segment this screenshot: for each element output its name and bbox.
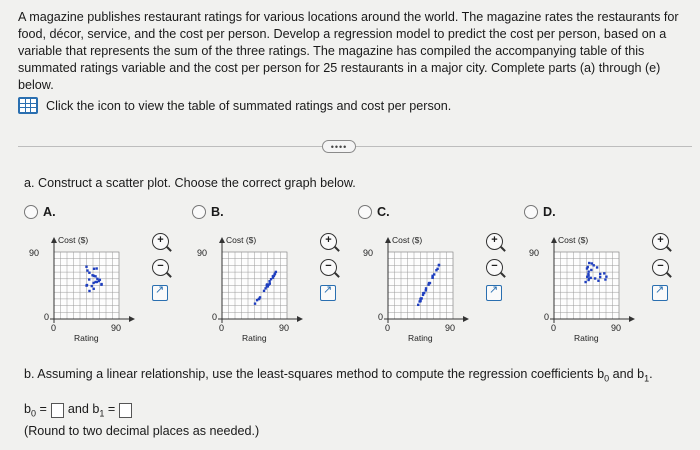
data-point [94, 275, 96, 277]
x-axis-title: Rating [74, 333, 99, 343]
zoom-in-icon[interactable]: + [652, 233, 669, 250]
data-point [589, 277, 591, 279]
data-point [417, 304, 419, 306]
x-axis-arrow-icon [297, 316, 303, 322]
table-grid-icon[interactable] [18, 97, 38, 114]
part-a-prompt: a. Construct a scatter plot. Choose the correct graph below. [24, 176, 356, 190]
data-point [428, 282, 430, 284]
x-axis-arrow-icon [129, 316, 135, 322]
data-point [596, 266, 598, 268]
y-tick-label: 0 [212, 312, 218, 322]
popout-icon[interactable] [320, 285, 336, 301]
data-point [88, 278, 90, 280]
problem-statement: A magazine publishes restaurant ratings for various locations around the world. The magazine rates the restaurants for food, décor, service, and the cost per person. Develop a regression model to predict the cost per person, based on a variable that represents the sum of the three ratings. The magazine has compiled the accompanying table of this summated ratings variable and the cost per person for 25 restaurants in a major city. Complete parts (a) through (e) below. [18, 10, 679, 92]
expand-more-button[interactable]: •••• [322, 140, 356, 153]
data-point [268, 280, 270, 282]
option-letter[interactable]: B. [211, 205, 224, 219]
x-tick-label: 90 [111, 323, 122, 333]
data-point [587, 279, 589, 281]
data-point [92, 288, 94, 290]
scatter-plot-thumbnail [24, 227, 144, 352]
x-tick-label: 90 [279, 323, 290, 333]
data-point [599, 273, 601, 275]
y-tick-label: 90 [29, 248, 40, 258]
popout-icon[interactable] [152, 285, 168, 301]
data-point [85, 284, 87, 286]
data-point [98, 280, 100, 282]
rounding-note: (Round to two decimal places as needed.) [24, 424, 260, 438]
plot-tools [486, 233, 503, 301]
y-axis-title: Cost ($) [226, 235, 257, 245]
plot-tools [320, 233, 337, 301]
data-point [603, 272, 605, 274]
data-point [256, 299, 258, 301]
popout-icon[interactable] [652, 285, 668, 301]
data-point [86, 269, 88, 271]
data-point [599, 276, 601, 278]
b0-label: $b_0$ = [24, 402, 47, 419]
data-point [592, 264, 594, 266]
b0-input[interactable] [51, 403, 64, 418]
zoom-out-icon[interactable]: − [652, 259, 669, 276]
y-tick-label: 0 [378, 312, 384, 322]
zoom-out-icon[interactable]: − [486, 259, 503, 276]
option-radio[interactable] [524, 205, 538, 219]
data-point [266, 283, 268, 285]
x-tick-label: 90 [445, 323, 456, 333]
option-letter[interactable]: D. [543, 205, 556, 219]
x-axis-title: Rating [574, 333, 599, 343]
data-point [438, 264, 440, 266]
x-tick-label: 0 [385, 323, 391, 333]
y-tick-label: 90 [197, 248, 208, 258]
data-point [93, 268, 95, 270]
y-tick-label: 90 [529, 248, 540, 258]
data-point [264, 287, 266, 289]
data-point [590, 269, 592, 271]
zoom-in-icon[interactable]: + [320, 233, 337, 250]
y-axis-arrow-icon [51, 237, 57, 243]
part-b-prompt: b. Assuming a linear relationship, use the least-squares method to compute the regression coefficients $b_0$ and $b_1$. [24, 367, 653, 384]
data-point [587, 266, 589, 268]
data-point [588, 262, 590, 264]
scatter-plot-thumbnail [192, 227, 312, 352]
y-tick-label: 0 [44, 312, 50, 322]
plot-tools [152, 233, 169, 301]
y-axis-title: Cost ($) [58, 235, 89, 245]
x-tick-label: 0 [51, 323, 57, 333]
data-point [274, 272, 276, 274]
data-point [597, 280, 599, 282]
data-point [594, 277, 596, 279]
x-axis-arrow-icon [629, 316, 635, 322]
y-axis-arrow-icon [385, 237, 391, 243]
option-radio-row[interactable] [524, 205, 694, 219]
option-b [192, 205, 362, 355]
data-point [88, 290, 90, 292]
data-point [100, 283, 102, 285]
data-point [425, 287, 427, 289]
x-axis-arrow-icon [463, 316, 469, 322]
data-point [88, 272, 90, 274]
option-c [358, 205, 528, 355]
option-radio[interactable] [24, 205, 38, 219]
popout-icon[interactable] [486, 285, 502, 301]
option-radio-row[interactable] [358, 205, 528, 219]
data-point [584, 281, 586, 283]
data-point [95, 267, 97, 269]
data-point [91, 285, 93, 287]
scatter-plot-thumbnail [358, 227, 478, 352]
data-point [587, 274, 589, 276]
x-tick-label: 0 [219, 323, 225, 333]
data-point [605, 275, 607, 277]
data-point [431, 276, 433, 278]
option-a [24, 205, 194, 355]
y-tick-label: 0 [544, 312, 550, 322]
option-letter[interactable]: C. [377, 205, 390, 219]
option-radio-row[interactable] [192, 205, 362, 219]
scatter-plot-thumbnail [524, 227, 644, 352]
y-axis-arrow-icon [551, 237, 557, 243]
data-point [92, 282, 94, 284]
view-table-label[interactable]: Click the icon to view the table of summated ratings and cost per person. [46, 98, 452, 113]
zoom-out-icon[interactable]: − [320, 259, 337, 276]
data-point [587, 270, 589, 272]
b1-label: and $b_1$ = [67, 402, 116, 419]
option-letter[interactable]: A. [43, 205, 56, 219]
option-radio[interactable] [358, 205, 372, 219]
option-d [524, 205, 694, 355]
b1-input[interactable] [119, 403, 132, 418]
y-axis-title: Cost ($) [392, 235, 423, 245]
option-radio-row[interactable] [24, 205, 194, 219]
zoom-in-icon[interactable]: + [486, 233, 503, 250]
option-radio[interactable] [192, 205, 206, 219]
data-point [263, 290, 265, 292]
y-tick-label: 90 [363, 248, 374, 258]
data-point [435, 269, 437, 271]
x-tick-label: 90 [611, 323, 622, 333]
data-point [258, 298, 260, 300]
data-point [272, 276, 274, 278]
data-point [254, 302, 256, 304]
data-point [604, 278, 606, 280]
answer-row [24, 402, 132, 419]
data-point [433, 273, 435, 275]
data-point [422, 294, 424, 296]
x-axis-title: Rating [242, 333, 267, 343]
view-table-link[interactable] [18, 97, 451, 114]
data-point [420, 297, 422, 299]
plot-tools [652, 233, 669, 301]
data-point [96, 278, 98, 280]
zoom-in-icon[interactable]: + [152, 233, 169, 250]
y-axis-arrow-icon [219, 237, 225, 243]
y-axis-title: Cost ($) [558, 235, 589, 245]
data-point [418, 300, 420, 302]
x-tick-label: 0 [551, 323, 557, 333]
zoom-out-icon[interactable]: − [152, 259, 169, 276]
x-axis-title: Rating [408, 333, 433, 343]
data-point [85, 266, 87, 268]
